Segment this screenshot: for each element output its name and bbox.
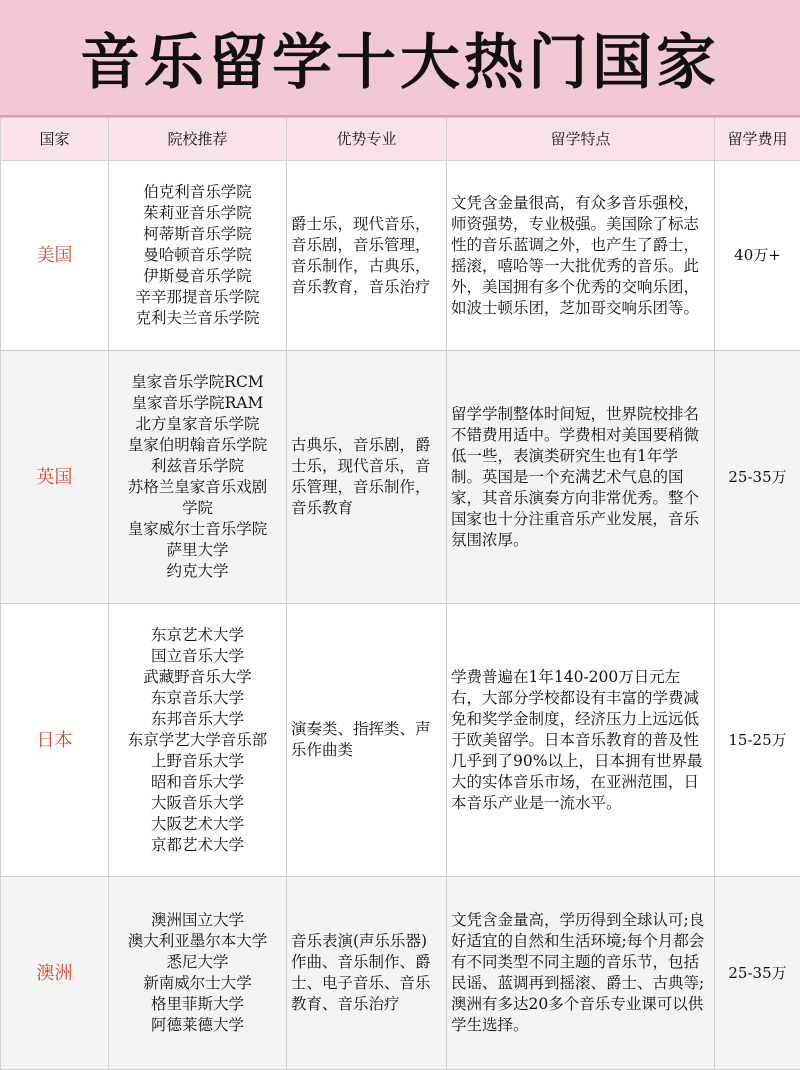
school-name: 国立音乐大学 xyxy=(109,646,286,667)
table-row xyxy=(1,161,800,351)
school-name: 昭和音乐大学 xyxy=(109,772,286,793)
school-name: 曼哈顿音乐学院 xyxy=(109,245,286,266)
school-name: 皇家威尔士音乐学院 xyxy=(109,519,286,540)
school-name: 东京艺术大学 xyxy=(109,625,286,646)
features-cell: 学费普遍在1年140-200万日元左右，大部分学校都设有丰富的学费减免和奖学金制度，经济压力上远远低于欧美留学。日本音乐教育的普及性几乎到了90%以上，日本拥有世界最大的实体音乐市场，在亚洲范围，日本音乐产业是一流水平。 xyxy=(447,604,715,877)
schools-cell xyxy=(109,604,287,877)
countries-table xyxy=(0,117,800,1070)
school-name: 格里菲斯大学 xyxy=(109,994,286,1015)
country-cell: 英国 xyxy=(1,351,109,604)
school-name: 大阪艺术大学 xyxy=(109,814,286,835)
school-name: 克利夫兰音乐学院 xyxy=(109,308,286,329)
table-row xyxy=(1,877,800,1070)
features-cell: 文凭含金量很高，有众多音乐强校，师资强势，专业极强。美国除了标志性的音乐蓝调之外，也产生了爵士，摇滚，嘻哈等一大批优秀的音乐。此外，美国拥有多个优秀的交响乐团，如波士顿乐团，芝加哥交响乐团等。 xyxy=(447,161,715,351)
school-name: 新南威尔士大学 xyxy=(109,973,286,994)
school-name: 伯克利音乐学院 xyxy=(109,182,286,203)
schools-cell xyxy=(109,877,287,1070)
table-row xyxy=(1,351,800,604)
majors-cell: 爵士乐，现代音乐，音乐剧，音乐管理，音乐制作，古典乐，音乐教育，音乐治疗 xyxy=(287,161,447,351)
school-name: 皇家伯明翰音乐学院 xyxy=(109,435,286,456)
school-name: 茱莉亚音乐学院 xyxy=(109,203,286,224)
majors-cell: 音乐表演(声乐乐器)作曲、音乐制作、爵士、电子音乐、音乐教育、音乐治疗 xyxy=(287,877,447,1070)
school-name: 武藏野音乐大学 xyxy=(109,667,286,688)
page-title: 音乐留学十大热门国家 xyxy=(80,15,720,101)
school-name: 利兹音乐学院 xyxy=(109,456,286,477)
school-name: 萨里大学 xyxy=(109,540,286,561)
school-name: 澳洲国立大学 xyxy=(109,910,286,931)
country-cell: 美国 xyxy=(1,161,109,351)
school-name: 学院 xyxy=(109,498,286,519)
header-majors: 优势专业 xyxy=(287,118,447,161)
fee-cell: 15-25万 xyxy=(715,604,800,877)
features-cell: 文凭含金量高，学历得到全球认可;良好适宜的自然和生活环境;每个月都会有不同类型不同主题的音乐节，包括民谣、蓝调再到摇滚、爵士、古典等;澳洲有多达20多个音乐专业课可以供学生选择。 xyxy=(447,877,715,1070)
school-name: 约克大学 xyxy=(109,561,286,582)
schools-cell xyxy=(109,351,287,604)
school-name: 阿德莱德大学 xyxy=(109,1015,286,1036)
school-name: 辛辛那提音乐学院 xyxy=(109,287,286,308)
school-name: 皇家音乐学院RCM xyxy=(109,372,286,393)
header-row xyxy=(1,118,800,161)
school-name: 北方皇家音乐学院 xyxy=(109,414,286,435)
school-name: 上野音乐大学 xyxy=(109,751,286,772)
title-banner xyxy=(0,0,800,117)
school-name: 东邦音乐大学 xyxy=(109,709,286,730)
school-name: 伊斯曼音乐学院 xyxy=(109,266,286,287)
fee-cell: 25-35万 xyxy=(715,351,800,604)
majors-cell: 演奏类、指挥类、声乐作曲类 xyxy=(287,604,447,877)
school-name: 京都艺术大学 xyxy=(109,835,286,856)
fee-cell: 40万+ xyxy=(715,161,800,351)
schools-cell xyxy=(109,161,287,351)
country-cell: 日本 xyxy=(1,604,109,877)
header-features: 留学特点 xyxy=(447,118,715,161)
school-name: 皇家音乐学院RAM xyxy=(109,393,286,414)
majors-cell: 古典乐，音乐剧，爵士乐，现代音乐，音乐管理，音乐制作，音乐教育 xyxy=(287,351,447,604)
school-name: 澳大利亚墨尔本大学 xyxy=(109,931,286,952)
country-cell: 澳洲 xyxy=(1,877,109,1070)
features-cell: 留学学制整体时间短，世界院校排名不错费用适中。学费相对美国要稍微低一些，表演类研究生也有1年学制。英国是一个充满艺术气息的国家，其音乐演奏方向非常优秀。整个国家也十分注重音乐产业发展，音乐氛围浓厚。 xyxy=(447,351,715,604)
school-name: 大阪音乐大学 xyxy=(109,793,286,814)
header-fee: 留学费用 xyxy=(715,118,800,161)
header-schools: 院校推荐 xyxy=(109,118,287,161)
school-name: 悉尼大学 xyxy=(109,952,286,973)
school-name: 东京学艺大学音乐部 xyxy=(109,730,286,751)
school-name: 苏格兰皇家音乐戏剧 xyxy=(109,477,286,498)
school-name: 东京音乐大学 xyxy=(109,688,286,709)
header-country: 国家 xyxy=(1,118,109,161)
school-name: 柯蒂斯音乐学院 xyxy=(109,224,286,245)
fee-cell: 25-35万 xyxy=(715,877,800,1070)
table-row xyxy=(1,604,800,877)
